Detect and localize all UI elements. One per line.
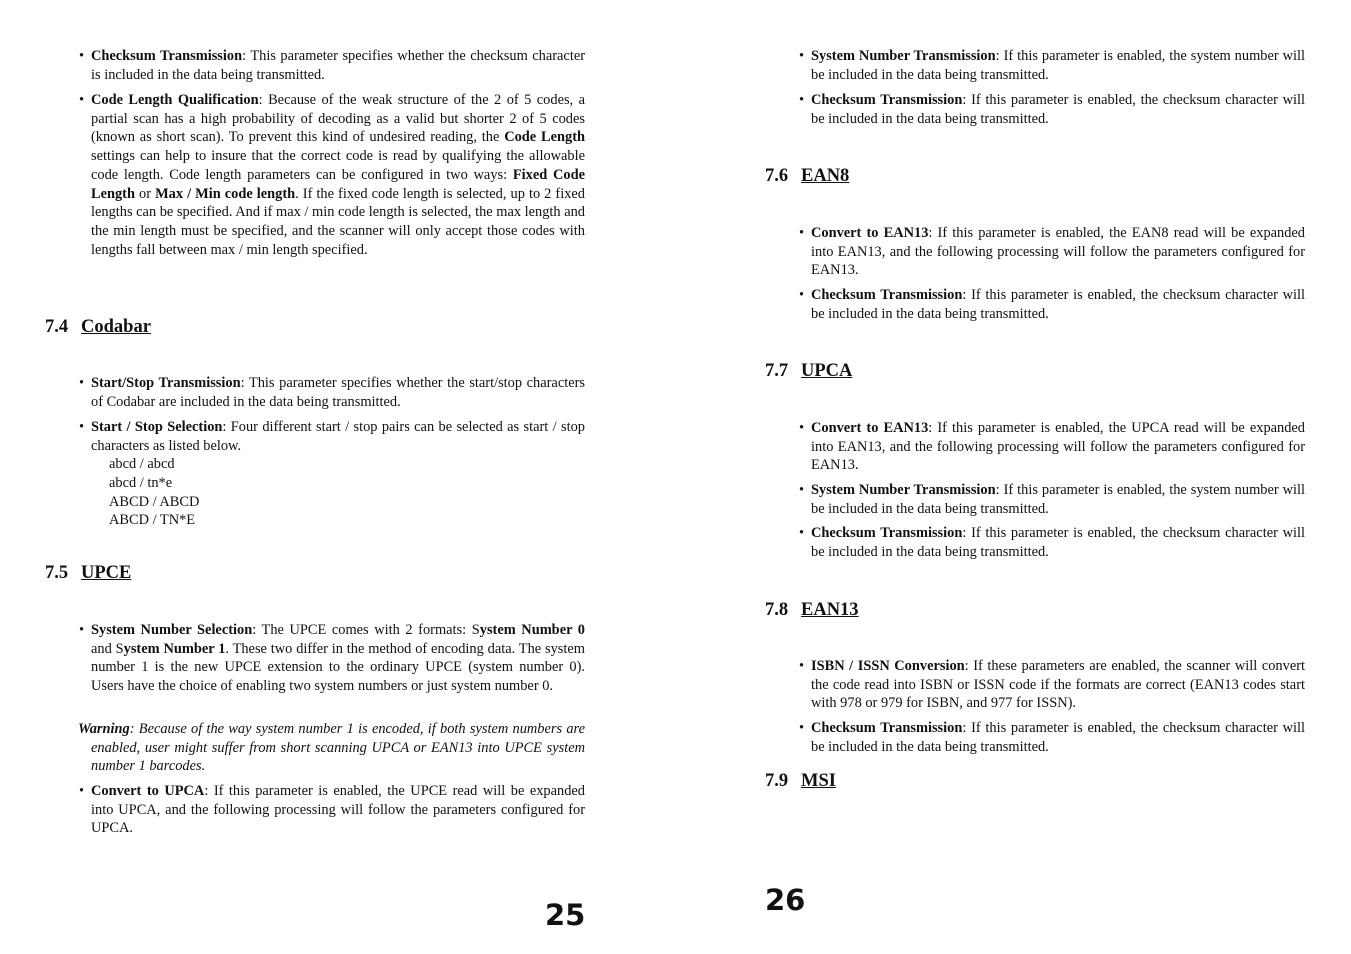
warning-text: : Because of the way system number 1 is encoded, if both system numbers are enabled, user might suffer from short scanning UPCA or EAN13 into UPCE system number 1 barcodes. bbox=[91, 721, 585, 775]
bullet-label: Convert to EAN13 bbox=[811, 420, 929, 436]
section-number: 7.8 bbox=[765, 600, 789, 620]
bullet-dot: • bbox=[79, 48, 85, 64]
bullet-label: Start/Stop Transmission bbox=[91, 375, 241, 391]
bullet-dot: • bbox=[79, 419, 85, 435]
bullet-label: Start / Stop Selection bbox=[91, 419, 223, 435]
bullet-text: : The UPCE comes with 2 formats: S bbox=[252, 622, 480, 638]
section-title: EAN8 bbox=[801, 166, 850, 186]
bullet-checksum-transmission bbox=[799, 719, 1305, 756]
bullet-text: and S bbox=[91, 640, 124, 657]
bullet-text: : Four different start / stop pairs can be selected as start / stop characters as listed below. bbox=[91, 419, 586, 454]
bullet-system-number-transmission bbox=[799, 47, 1305, 84]
section-number: 7.7 bbox=[765, 361, 789, 381]
bullet-dot: • bbox=[799, 482, 805, 498]
bullet-text: : If this parameter is enabled, the EAN8 read will be expanded into EAN13, and the following processing will follow the parameters configured for EAN13. bbox=[811, 225, 1306, 279]
bullet-text: : If this parameter is enabled, the UPCA read will be expanded into EAN13, and the following processing will follow the parameters configured for EAN13. bbox=[811, 420, 1305, 474]
inline-bold: Code Length bbox=[504, 129, 585, 146]
bullet-checksum-transmission bbox=[79, 47, 585, 84]
bullet-text: : If this parameter is enabled, the checksum character will be included in the data being transmitted. bbox=[811, 92, 1305, 127]
bullet-text: : This parameter specifies whether the start/stop characters of Codabar are included in the data being transmitted. bbox=[91, 375, 585, 410]
bullet-label: Checksum Transmission bbox=[811, 92, 963, 108]
section-title: UPCE bbox=[81, 563, 132, 583]
section-title: MSI bbox=[801, 771, 836, 791]
bullet-checksum-transmission bbox=[799, 286, 1305, 323]
bullet-dot: • bbox=[79, 622, 85, 638]
section-heading-7-8 bbox=[765, 600, 859, 621]
section-heading-7-6 bbox=[765, 166, 849, 187]
page-number: 26 bbox=[765, 883, 806, 917]
section-number: 7.4 bbox=[45, 317, 69, 337]
bullet-label: ISBN / ISSN Conversion bbox=[811, 658, 965, 674]
bullet-checksum-transmission bbox=[799, 524, 1305, 561]
bullet-dot: • bbox=[799, 92, 805, 108]
bullet-label: System Number Transmission bbox=[811, 482, 996, 498]
right-page bbox=[675, 0, 1351, 954]
page-number: 25 bbox=[545, 898, 586, 932]
bullet-text: . These two differ in the method of encoding data. The system number 1 is the new UPCE extension to the ordinary UPCE (system number 0). Users have the choice of enabling two system numbers or just system number 0. bbox=[91, 640, 585, 695]
bullet-label: Checksum Transmission bbox=[811, 720, 963, 736]
start-stop-pair: ABCD / ABCD bbox=[109, 494, 200, 510]
section-title: EAN13 bbox=[801, 600, 859, 620]
start-stop-pair: abcd / abcd bbox=[109, 456, 175, 472]
start-stop-pair: abcd / tn*e bbox=[109, 475, 173, 491]
bullet-isbn-issn-conversion bbox=[799, 657, 1305, 713]
inline-bold: Max / Min code length bbox=[155, 185, 296, 202]
bullet-label: Code Length Qualification bbox=[91, 92, 259, 108]
bullet-label: Checksum Transmission bbox=[91, 48, 243, 64]
bullet-text: or bbox=[134, 185, 156, 202]
section-number: 7.6 bbox=[765, 166, 789, 186]
section-title: UPCA bbox=[801, 361, 853, 381]
bullet-dot: • bbox=[799, 225, 805, 241]
bullet-text: : If this parameter is enabled, the system number will be included in the data being transmitted. bbox=[811, 48, 1305, 83]
section-number: 7.9 bbox=[765, 771, 789, 791]
bullet-text: settings can help to insure that the correct code is read by qualifying the allowable code length. Code length parameters can be configured in two ways: bbox=[91, 148, 585, 183]
bullet-dot: • bbox=[799, 525, 805, 541]
bullet-text: : If this parameter is enabled, the checksum character will be included in the data being transmitted. bbox=[811, 720, 1305, 755]
bullet-convert-to-upca bbox=[79, 782, 585, 838]
section-heading-7-4 bbox=[45, 317, 151, 338]
bullet-system-number-transmission bbox=[799, 481, 1305, 518]
bullet-text: : Because of the weak structure of the 2 of 5 codes, a partial scan has a high probability of decoding as a valid but shorter 2 of 5 codes (known as short scan). To prevent this kind of undesired reading, the bbox=[91, 92, 585, 146]
bullet-dot: • bbox=[79, 92, 85, 108]
section-number: 7.5 bbox=[45, 563, 69, 583]
bullet-text: . If the fixed code length is selected, up to 2 fixed lengths can be specified. And if max / min code length is selected, the max length and the min length must be specified, and the scanner will only accept those codes with lengths fall between max / min length specified. bbox=[91, 185, 585, 258]
bullet-checksum-transmission bbox=[799, 91, 1305, 128]
bullet-label: Convert to UPCA bbox=[91, 783, 205, 799]
bullet-dot: • bbox=[799, 48, 805, 64]
bullet-label: Checksum Transmission bbox=[811, 287, 963, 303]
bullet-label: System Number Transmission bbox=[811, 48, 996, 64]
bullet-dot: • bbox=[799, 287, 805, 303]
bullet-dot: • bbox=[799, 420, 805, 436]
start-stop-pair: ABCD / TN*E bbox=[109, 512, 196, 528]
section-title: Codabar bbox=[81, 317, 151, 337]
inline-bold: ystem Number 0 bbox=[479, 622, 585, 638]
bullet-convert-to-ean13 bbox=[799, 419, 1305, 475]
bullet-code-length-qualification bbox=[79, 91, 585, 259]
bullet-label: Checksum Transmission bbox=[811, 525, 963, 541]
section-heading-7-9 bbox=[765, 771, 836, 792]
section-heading-7-7 bbox=[765, 361, 852, 382]
left-page bbox=[0, 0, 675, 954]
inline-bold: Fixed Code Length bbox=[91, 166, 585, 202]
bullet-label: Convert to EAN13 bbox=[811, 225, 929, 241]
bullet-dot: • bbox=[799, 658, 805, 674]
bullet-text: : If these parameters are enabled, the scanner will convert the code read into ISBN or ISSN code if the formats are correct (EAN13 codes start with 978 or 979 for ISBN, and 977 for ISSN). bbox=[811, 658, 1305, 712]
bullet-label: System Number Selection bbox=[91, 622, 253, 638]
bullet-text: : If this parameter is enabled, the UPCE read will be expanded into UPCA, and the following processing will follow the parameters configured for UPCA. bbox=[91, 783, 585, 837]
bullet-dot: • bbox=[799, 720, 805, 736]
warning-label: Warning bbox=[78, 721, 130, 737]
section-heading-7-5 bbox=[45, 563, 131, 584]
bullet-start-stop-selection bbox=[79, 418, 585, 455]
warning-note bbox=[78, 720, 585, 776]
bullet-dot: • bbox=[79, 375, 85, 391]
bullet-dot: • bbox=[79, 783, 85, 799]
bullet-convert-to-ean13 bbox=[799, 224, 1305, 280]
bullet-text: : This parameter specifies whether the checksum character is included in the data being transmitted. bbox=[91, 48, 585, 83]
bullet-text: : If this parameter is enabled, the checksum character will be included in the data being transmitted. bbox=[811, 525, 1305, 560]
bullet-system-number-selection bbox=[79, 621, 585, 696]
bullet-start-stop-transmission bbox=[79, 374, 585, 411]
bullet-text: : If this parameter is enabled, the checksum character will be included in the data being transmitted. bbox=[811, 287, 1305, 322]
inline-bold: ystem Number 1 bbox=[123, 640, 226, 657]
bullet-text: : If this parameter is enabled, the system number will be included in the data being transmitted. bbox=[811, 482, 1305, 517]
